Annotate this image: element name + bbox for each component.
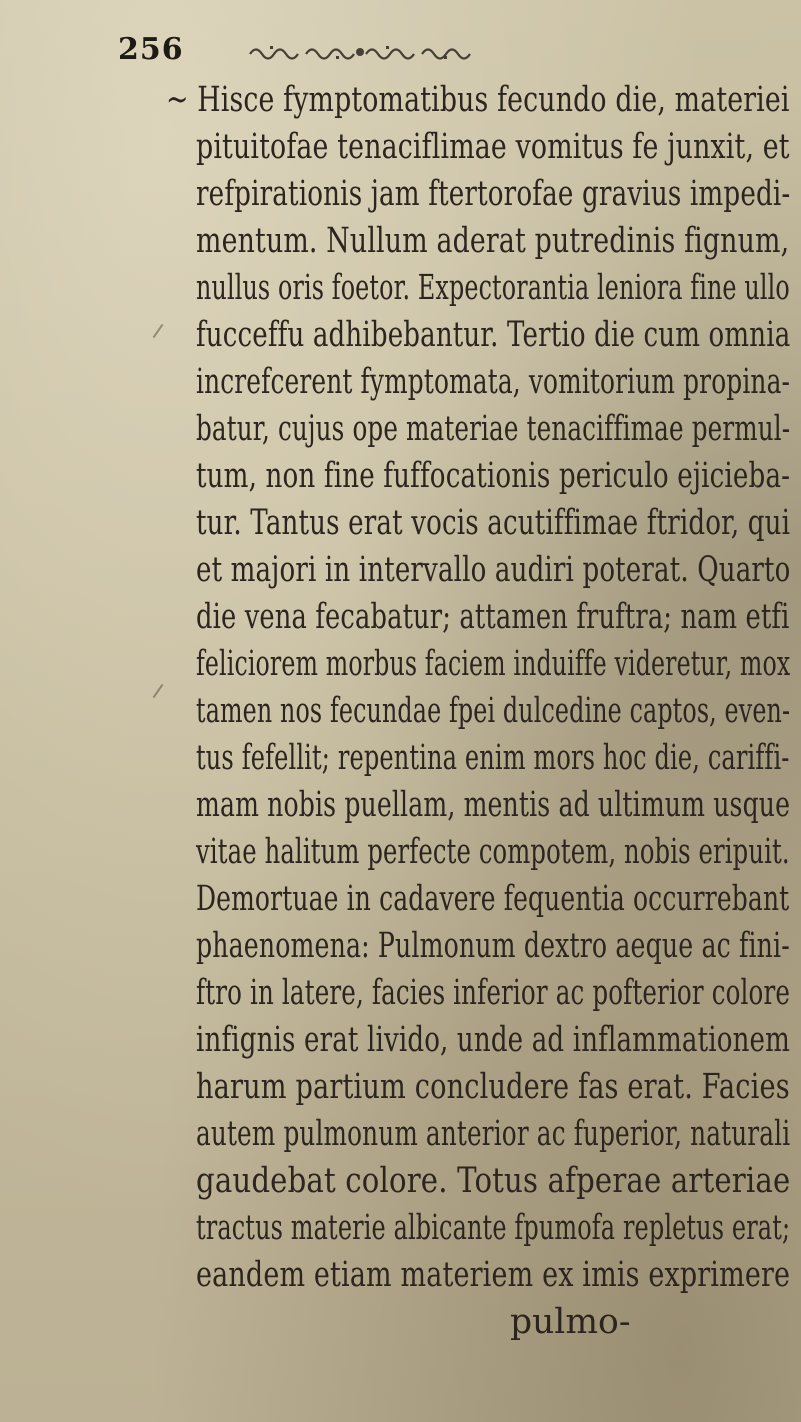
text-line: Demortuae in cadavere fequentia occurrebant: [196, 879, 790, 919]
text-line: et majori in intervallo audiri poterat. Quarto: [196, 550, 791, 590]
text-line: ~ Hisce fymptomatibus fecundo die, materiei: [166, 80, 790, 120]
text-line: ftro in latere, facies inferior ac pofterior colore: [196, 973, 791, 1013]
text-line: fucceffu adhibebantur. Tertio die cum omnia: [196, 315, 791, 355]
text-line: mam nobis puellam, mentis ad ultimum usque: [196, 785, 791, 825]
page-number: 256: [118, 32, 184, 67]
text-line: phaenomena: Pulmonum dextro aeque ac fini-: [196, 926, 790, 966]
text-line: feliciorem morbus faciem induiffe videretur, mox: [196, 644, 791, 684]
text-line: autem pulmonum anterior ac fuperior, naturali: [196, 1114, 791, 1154]
text-line: batur, cujus ope materiae tenaciffimae permul-: [196, 409, 791, 449]
text-line: pituitofae tenaciflimae vomitus fe junxit, et: [196, 127, 790, 167]
margin-stroke: [153, 324, 164, 338]
text-line: mentum. Nullum aderat putredinis fignum,: [196, 221, 790, 261]
text-line: nullus oris foetor. Expectorantia leniora fine ullo: [196, 268, 790, 308]
catchword: pulmo-: [510, 1302, 631, 1342]
text-line: vitae halitum perfecte compotem, nobis eripuit.: [196, 832, 790, 872]
text-line: refpirationis jam ftertorofae gravius impedi-: [196, 174, 791, 214]
text-line: tamen nos fecundae fpei dulcedine captos, even-: [196, 691, 791, 731]
text-line: infignis erat livido, unde ad inflammationem: [196, 1020, 791, 1060]
margin-stroke: [153, 684, 164, 698]
text-line: die vena fecabatur; attamen fruftra; nam etfi: [196, 597, 790, 637]
text-line: tus fefellit; repentina enim mors hoc die, cariffi-: [196, 738, 790, 778]
printer-ornament-icon: [246, 42, 474, 62]
text-line: eandem etiam materiem ex imis exprimere: [196, 1255, 791, 1295]
running-head: [118, 26, 718, 76]
text-line: increfcerent fymptomata, vomitorium propina-: [196, 362, 791, 402]
text-line: tur. Tantus erat vocis acutiffimae ftridor, qui: [196, 503, 791, 543]
text-line: harum partium concludere fas erat. Facies: [196, 1067, 790, 1107]
text-line: tum, non fine fuffocationis periculo ejicieba-: [196, 456, 791, 496]
text-line: gaudebat colore. Totus afperae arteriae: [196, 1161, 791, 1201]
text-line: tractus materie albicante fpumofa repletus erat;: [196, 1208, 791, 1248]
